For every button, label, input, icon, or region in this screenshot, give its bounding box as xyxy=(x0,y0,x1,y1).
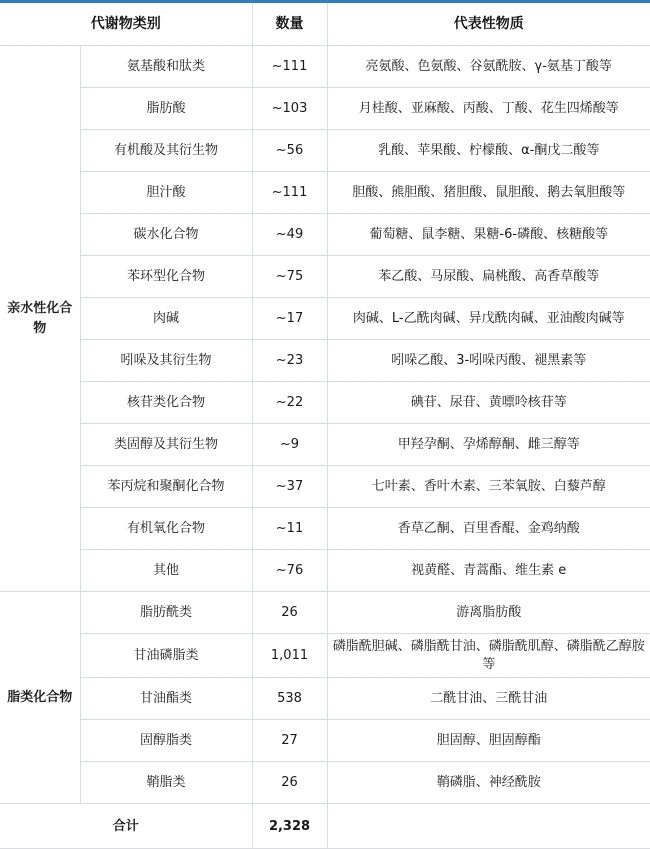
row-category: 甘油酯类 xyxy=(80,678,252,720)
row-count: 1,011 xyxy=(252,634,327,678)
row-count: ~111 xyxy=(252,46,327,88)
row-examples: 胆固醇、胆固醇酯 xyxy=(327,720,650,762)
row-count: ~76 xyxy=(252,550,327,592)
table-row xyxy=(0,46,650,88)
header-examples: 代表性物质 xyxy=(327,3,650,46)
row-examples: 亮氨酸、色氨酸、谷氨酰胺、γ-氨基丁酸等 xyxy=(327,46,650,88)
total-examples xyxy=(327,804,650,849)
row-category: 有机氧化合物 xyxy=(80,508,252,550)
row-category: 肉碱 xyxy=(80,298,252,340)
table-row xyxy=(0,634,650,678)
table-row xyxy=(0,382,650,424)
total-row xyxy=(0,804,650,849)
row-category: 胆汁酸 xyxy=(80,172,252,214)
row-category: 碳水化合物 xyxy=(80,214,252,256)
row-category: 脂肪酸 xyxy=(80,88,252,130)
header-category: 代谢物类别 xyxy=(0,3,252,46)
row-count: ~22 xyxy=(252,382,327,424)
row-examples: 乳酸、苹果酸、柠檬酸、α-酮戊二酸等 xyxy=(327,130,650,172)
table-row xyxy=(0,720,650,762)
table-row xyxy=(0,762,650,804)
row-examples: 二酰甘油、三酰甘油 xyxy=(327,678,650,720)
table-row xyxy=(0,214,650,256)
row-category: 固醇脂类 xyxy=(80,720,252,762)
table-row xyxy=(0,592,650,634)
table-row xyxy=(0,172,650,214)
row-category: 吲哚及其衍生物 xyxy=(80,340,252,382)
row-examples: 吲哚乙酸、3-吲哚丙酸、褪黑素等 xyxy=(327,340,650,382)
row-count: ~103 xyxy=(252,88,327,130)
table-row xyxy=(0,550,650,592)
total-label: 合计 xyxy=(0,804,252,849)
row-category: 甘油磷脂类 xyxy=(80,634,252,678)
table-row xyxy=(0,340,650,382)
row-count: ~17 xyxy=(252,298,327,340)
row-examples: 甲羟孕酮、孕烯醇酮、雌三醇等 xyxy=(327,424,650,466)
row-count: ~75 xyxy=(252,256,327,298)
row-count: 538 xyxy=(252,678,327,720)
row-category: 氨基酸和肽类 xyxy=(80,46,252,88)
table-row xyxy=(0,256,650,298)
row-category: 类固醇及其衍生物 xyxy=(80,424,252,466)
group-label-hydrophilic: 亲水性化合物 xyxy=(0,46,80,592)
row-examples: 鞘磷脂、神经酰胺 xyxy=(327,762,650,804)
row-examples: 苯乙酸、马尿酸、扁桃酸、高香草酸等 xyxy=(327,256,650,298)
group-label-lipid: 脂类化合物 xyxy=(0,592,80,804)
row-category: 其他 xyxy=(80,550,252,592)
row-count: 26 xyxy=(252,762,327,804)
row-category: 苯丙烷和聚酮化合物 xyxy=(80,466,252,508)
row-count: ~37 xyxy=(252,466,327,508)
header-count: 数量 xyxy=(252,3,327,46)
row-examples: 月桂酸、亚麻酸、丙酸、丁酸、花生四烯酸等 xyxy=(327,88,650,130)
row-count: ~11 xyxy=(252,508,327,550)
row-count: ~111 xyxy=(252,172,327,214)
row-examples: 香草乙酮、百里香醌、金鸡纳酸 xyxy=(327,508,650,550)
metabolite-table xyxy=(0,3,650,849)
total-count: 2,328 xyxy=(252,804,327,849)
row-category: 鞘脂类 xyxy=(80,762,252,804)
table-row xyxy=(0,88,650,130)
row-count: 27 xyxy=(252,720,327,762)
row-examples: 葡萄糖、鼠李糖、果糖-6-磷酸、核糖酸等 xyxy=(327,214,650,256)
row-count: ~23 xyxy=(252,340,327,382)
table-row xyxy=(0,298,650,340)
table-row xyxy=(0,678,650,720)
row-examples: 碘苷、尿苷、黄嘌呤核苷等 xyxy=(327,382,650,424)
row-examples: 视黄醛、青蒿酯、维生素 e xyxy=(327,550,650,592)
row-examples: 七叶素、香叶木素、三苯氧胺、白藜芦醇 xyxy=(327,466,650,508)
row-examples: 游离脂肪酸 xyxy=(327,592,650,634)
table-row xyxy=(0,130,650,172)
row-category: 苯环型化合物 xyxy=(80,256,252,298)
table-row xyxy=(0,508,650,550)
header-row xyxy=(0,3,650,46)
row-category: 有机酸及其衍生物 xyxy=(80,130,252,172)
table-row xyxy=(0,424,650,466)
row-examples: 胆酸、熊胆酸、猪胆酸、鼠胆酸、鹅去氧胆酸等 xyxy=(327,172,650,214)
row-examples: 磷脂酰胆碱、磷脂酰甘油、磷脂酰肌醇、磷脂酰乙醇胺等 xyxy=(327,634,650,678)
row-examples: 肉碱、L-乙酰肉碱、异戊酰肉碱、亚油酸肉碱等 xyxy=(327,298,650,340)
row-count: ~9 xyxy=(252,424,327,466)
row-category: 核苷类化合物 xyxy=(80,382,252,424)
table-row xyxy=(0,466,650,508)
row-count: 26 xyxy=(252,592,327,634)
row-count: ~56 xyxy=(252,130,327,172)
row-count: ~49 xyxy=(252,214,327,256)
row-category: 脂肪酰类 xyxy=(80,592,252,634)
